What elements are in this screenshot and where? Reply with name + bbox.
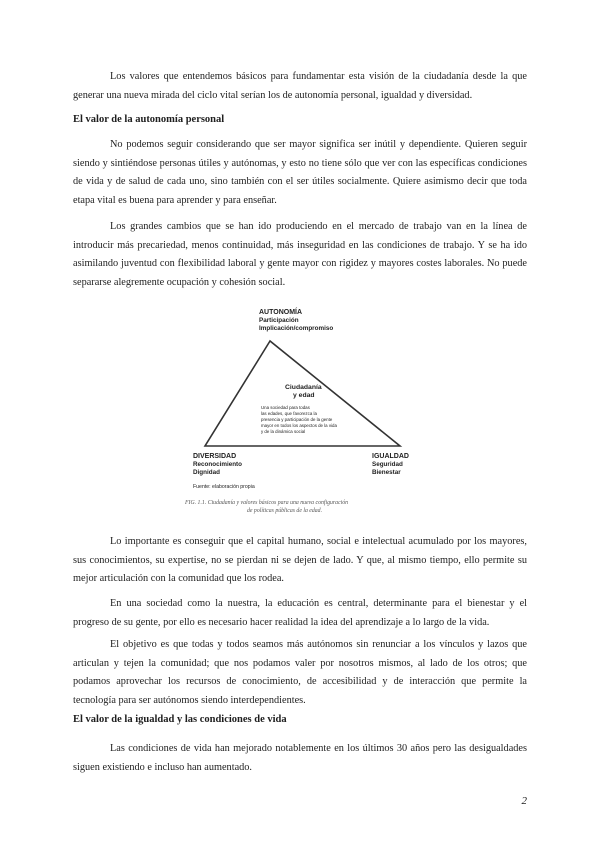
text-line: Los grandes cambios que se han ido produciendo en el mercado de trabajo van en la línea de [110, 221, 527, 232]
capital-paragraph [73, 533, 527, 589]
text-line: etapa vital es buena para aprender y para enseñar. [73, 194, 277, 206]
text-line: asimilando juventud con flexibilidad laboral y gente mayor con rigidez y mayores costes laborales. No puede [73, 258, 527, 270]
left-sub1: Reconocimiento [193, 461, 242, 468]
text-line: progreso de su gente, por ello es necesario hacer realidad la idea del aprendizaje a lo largo de la vida. [73, 616, 490, 628]
figure-caption-line1: FIG. 1.1. Ciudadanía y valores básicos para una nueva configuración [185, 500, 349, 506]
autonomy-paragraph-1 [73, 136, 527, 210]
section-heading-equality: El valor de la igualdad y las condiciones de vida [73, 714, 287, 725]
left-sub2: Dignidad [193, 469, 220, 476]
text-line: mejor articulación con la comunidad que los rodea. [73, 573, 285, 585]
text-line: siguen existiendo e incluso han aumentado. [73, 761, 253, 773]
center-title1: Ciudadanía [285, 384, 322, 391]
figure-source: Fuente: elaboración propia [193, 484, 255, 490]
intro-paragraph [73, 68, 527, 105]
objective-paragraph [73, 636, 527, 710]
text-line: sus conocimientos, su expertise, no se pierdan ni se dejen de lado. Y que, al mismo tiempo, ello permite su [73, 554, 527, 566]
text-line: Las condiciones de vida han mejorado notablemente en los últimos 30 años pero las desigualdades [110, 743, 527, 754]
text-line: Los valores que entendemos básicos para fundamentar esta visión de la ciudadanía desde la que [110, 71, 527, 82]
figure-caption-line2: de políticas públicas de la edad. [247, 508, 323, 514]
center-title2: y edad [293, 392, 315, 399]
left-title: DIVERSIDAD [193, 453, 237, 460]
text-line: generar una nueva mirada del ciclo vital serían los de autonomía personal, igualdad y diversidad. [73, 89, 473, 101]
text-line: podamos aprovechar los recursos de conocimiento, de accesibilidad y de interacción que permite la [73, 676, 527, 688]
center-text-line: y de la dinámica social [261, 429, 306, 434]
page-number: 2 [521, 795, 527, 807]
text-line: Lo importante es conseguir que el capital humano, social e intelectual acumulado por los mayores, [110, 536, 527, 547]
text-line: introducir más precariedad, menos continuidad, más inseguridad en las condiciones de trabajo. Y se ha ido [73, 239, 527, 251]
text-line: En una sociedad como la nuestra, la educación es central, determinante para el bienestar y el [110, 598, 527, 609]
text-line: articulan y tejen la comunidad; que nos podamos valer por nosotros mismos, al lado de los otros; que [73, 657, 527, 669]
text-line: No podemos seguir considerando que ser mayor significa ser inútil y dependiente. Quieren seguir [110, 139, 527, 150]
right-title: IGUALDAD [372, 453, 409, 460]
text-line: tecnología para ser autónomos siendo interdependientes. [73, 694, 306, 706]
text-line: El objetivo es que todas y todos seamos más autónomos sin renunciar a los vínculos y lazos que [110, 639, 527, 650]
text-line: siendo y sintiéndose personas útiles y autónomas, y esto no tiene sólo que ver con las específicas condiciones [73, 157, 527, 169]
text-line: separarse alegremente ocupación y cohesión social. [73, 276, 286, 288]
text-line: de vida y de salud de cada uno, sino también con el ser útiles socialmente. Quiere asimismo decir que toda [73, 176, 527, 188]
center-text-line: Una sociedad para todas [261, 405, 310, 410]
equality-paragraph [73, 740, 527, 777]
right-sub1: Seguridad [372, 461, 403, 468]
education-paragraph [73, 595, 527, 632]
section-heading-autonomy: El valor de la autonomía personal [73, 114, 225, 125]
center-text-line: mayor en todos los aspectos de la vida [261, 423, 337, 428]
top-title: AUTONOMÍA [259, 309, 303, 316]
top-sub2: Implicación/compromiso [259, 325, 334, 332]
top-sub1: Participación [259, 317, 299, 324]
center-text-line: las edades, que favorezca la [261, 411, 317, 416]
citizenship-triangle-figure [175, 303, 430, 518]
right-sub2: Bienestar [372, 469, 401, 476]
center-text-line: presencia y participación de la gente [261, 417, 333, 422]
autonomy-paragraph-2 [73, 218, 527, 292]
